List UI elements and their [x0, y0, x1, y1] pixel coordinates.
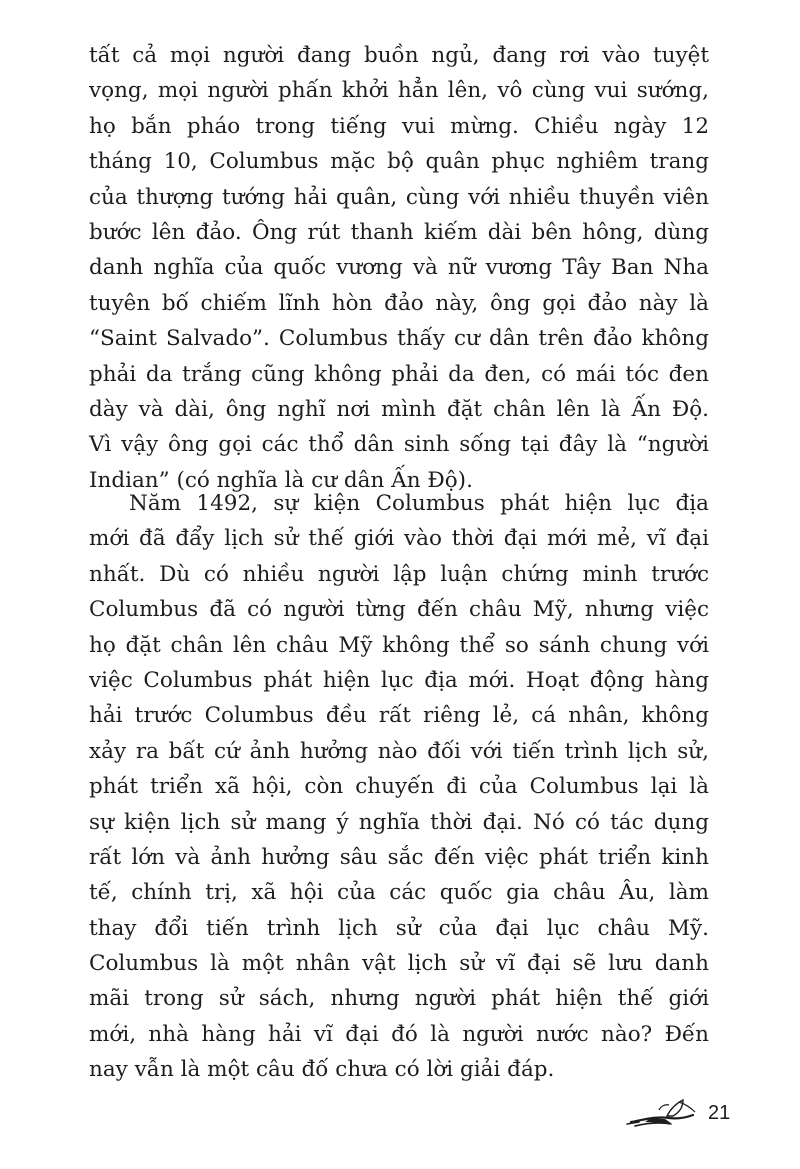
text-line: tuyên bố chiếm lĩnh hòn đảo này, ông gọi đảo này là [89, 290, 709, 316]
text-line: mới, nhà hàng hải vĩ đại đó là người nước nào? Đến [89, 1021, 709, 1047]
text-line: xảy ra bất cứ ảnh hưởng nào đối với tiến trình lịch sử, [89, 738, 709, 764]
text-line: “Saint Salvado”. Columbus thấy cư dân trên đảo không [89, 326, 709, 352]
text-line: nhất. Dù có nhiều người lập luận chứng minh trước [89, 561, 709, 587]
text-line: danh nghĩa của quốc vương và nữ vương Tây Ban Nha [89, 255, 709, 281]
text-line: phải da trắng cũng không phải da đen, có mái tóc đen [89, 361, 709, 387]
text-line: việc Columbus phát hiện lục địa mới. Hoạt động hàng [89, 667, 709, 693]
text-line: họ bắn pháo trong tiếng vui mừng. Chiều ngày 12 [89, 113, 709, 139]
text-line: Columbus đã có người từng đến châu Mỹ, nhưng việc [89, 597, 709, 623]
text-line: sự kiện lịch sử mang ý nghĩa thời đại. Nó có tác dụng [89, 809, 709, 835]
text-line: Vì vậy ông gọi các thổ dân sinh sống tại đây là “người [89, 432, 709, 458]
text-line: Columbus là một nhân vật lịch sử vĩ đại sẽ lưu danh [89, 951, 709, 977]
text-line: bước lên đảo. Ông rút thanh kiếm dài bên hông, dùng [89, 219, 709, 245]
text-line: tháng 10, Columbus mặc bộ quân phục nghiêm trang [89, 149, 709, 175]
text-line: của thượng tướng hải quân, cùng với nhiều thuyền viên [89, 184, 709, 210]
paragraph-columbus-legacy [89, 486, 709, 1088]
text-line: mãi trong sử sách, nhưng người phát hiện thế giới [89, 986, 709, 1012]
text-line: Năm 1492, sự kiện Columbus phát hiện lục địa [129, 491, 709, 516]
text-line: mới đã đẩy lịch sử thế giới vào thời đại mới mẻ, vĩ đại [89, 526, 709, 552]
text-line: họ đặt chân lên châu Mỹ không thể so sánh chung với [89, 632, 709, 658]
paragraph-continued [89, 38, 709, 498]
text-line: tất cả mọi người đang buồn ngủ, đang rơi vào tuyệt [89, 43, 709, 68]
text-line: nay vẫn là một câu đố chưa có lời giải đáp. [89, 1057, 555, 1083]
text-line: rất lớn và ảnh hưởng sâu sắc đến việc phát triển kinh [89, 844, 709, 870]
page-footer [625, 1096, 731, 1136]
text-line: phát triển xã hội, còn chuyến đi của Columbus lại là [89, 774, 709, 800]
text-line: vọng, mọi người phấn khởi hẳn lên, vô cùng vui sướng, [89, 78, 709, 104]
text-line: dày và dài, ông nghĩ nơi mình đặt chân lên là Ấn Độ. [89, 396, 709, 422]
text-line: hải trước Columbus đều rất riêng lẻ, cá nhân, không [89, 703, 709, 729]
text-line: tế, chính trị, xã hội của các quốc gia châu Âu, làm [89, 880, 709, 906]
page-number: 21 [708, 1102, 731, 1124]
text-line: thay đổi tiến trình lịch sử của đại lục châu Mỹ. [89, 915, 709, 941]
text-line: Indian” (có nghĩa là cư dân Ấn Độ). [89, 467, 473, 493]
sailing-ship-icon [625, 1096, 705, 1132]
